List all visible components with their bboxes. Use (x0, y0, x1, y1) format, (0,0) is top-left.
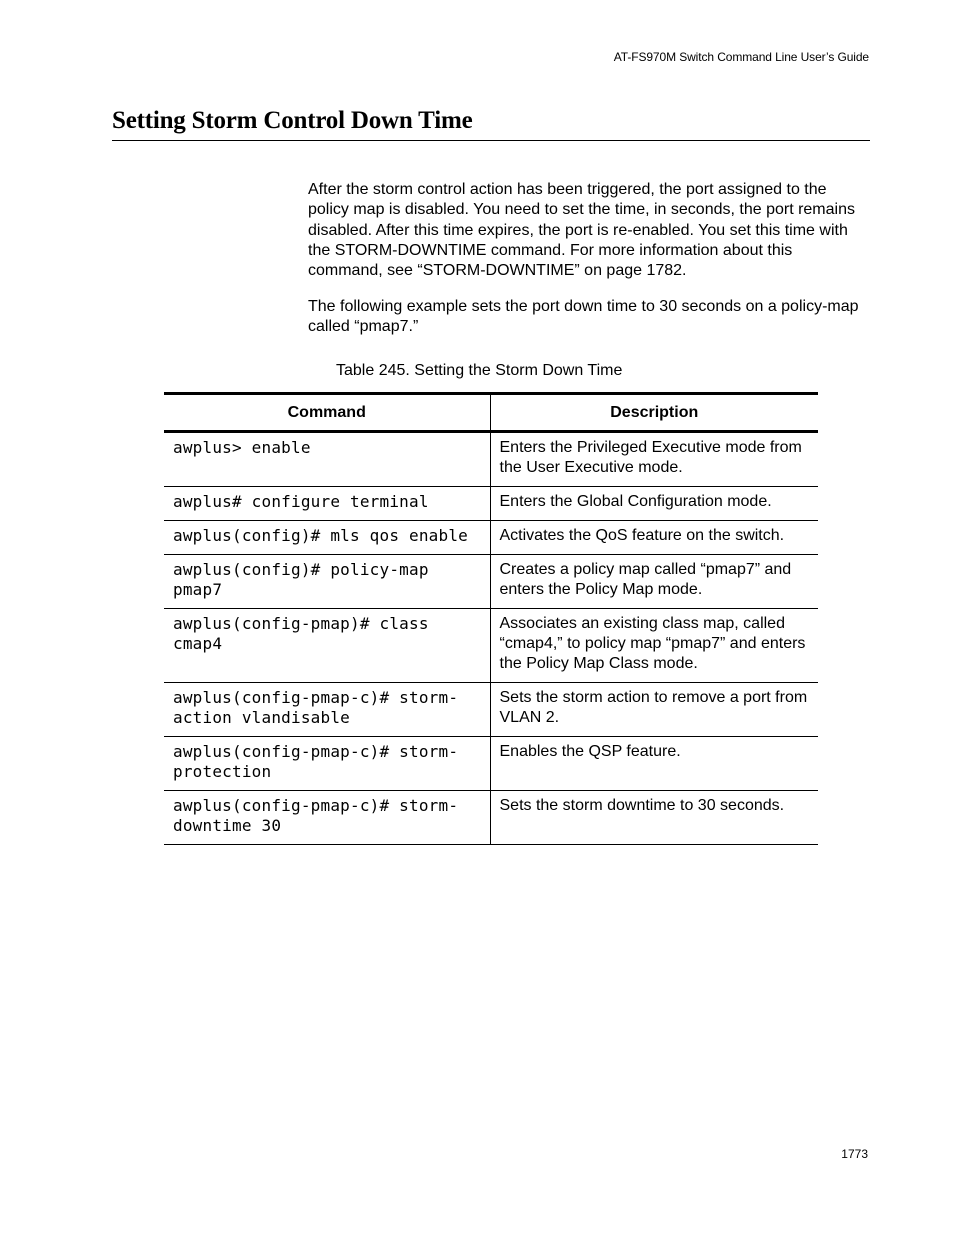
page-number: 1773 (841, 1147, 868, 1161)
command-cell: awplus(config-pmap-c)# storm-action vlandisable (164, 683, 490, 737)
command-cell: awplus(config)# mls qos enable (164, 521, 490, 555)
description-cell: Sets the storm action to remove a port from VLAN 2. (490, 683, 818, 737)
title-divider (112, 140, 870, 141)
command-cell: awplus# configure terminal (164, 487, 490, 521)
column-header-description: Description (490, 394, 818, 432)
table-row (164, 737, 818, 791)
table-caption: Table 245. Setting the Storm Down Time (336, 362, 623, 379)
column-header-command: Command (164, 394, 490, 432)
command-table (164, 392, 818, 845)
description-cell: Creates a policy map called “pmap7” and enters the Policy Map mode. (490, 555, 818, 609)
table-row (164, 487, 818, 521)
table-row (164, 555, 818, 609)
command-cell: awplus(config)# policy-map pmap7 (164, 555, 490, 609)
table-row (164, 791, 818, 845)
description-cell: Enters the Privileged Executive mode from the User Executive mode. (490, 432, 818, 487)
command-cell: awplus(config-pmap-c)# storm-protection (164, 737, 490, 791)
running-header: AT-FS970M Switch Command Line User’s Guide (613, 50, 869, 64)
description-cell: Activates the QoS feature on the switch. (490, 521, 818, 555)
command-cell: awplus(config-pmap)# class cmap4 (164, 609, 490, 683)
example-paragraph: The following example sets the port down time to 30 seconds on a policy-map called “pmap7.” (308, 298, 859, 336)
description-cell: Enters the Global Configuration mode. (490, 487, 818, 521)
intro-paragraph: After the storm control action has been triggered, the port assigned to the policy map is disabled. You need to set the time, in seconds, the port remains disabled. After this time expires, the port is re-enabled. You set this time with the STORM-DOWNTIME command. For more information about this command, see “STORM-DOWNTIME” on page 1782. (308, 181, 855, 280)
table-row (164, 432, 818, 487)
table-row (164, 521, 818, 555)
section-title: Setting Storm Control Down Time (112, 107, 473, 134)
command-cell: awplus> enable (164, 432, 490, 487)
description-cell: Enables the QSP feature. (490, 737, 818, 791)
table-header-row (164, 394, 818, 432)
table-row (164, 609, 818, 683)
command-cell: awplus(config-pmap-c)# storm-downtime 30 (164, 791, 490, 845)
table-row (164, 683, 818, 737)
description-cell: Associates an existing class map, called “cmap4,” to policy map “pmap7” and enters the Policy Map Class mode. (490, 609, 818, 683)
description-cell: Sets the storm downtime to 30 seconds. (490, 791, 818, 845)
